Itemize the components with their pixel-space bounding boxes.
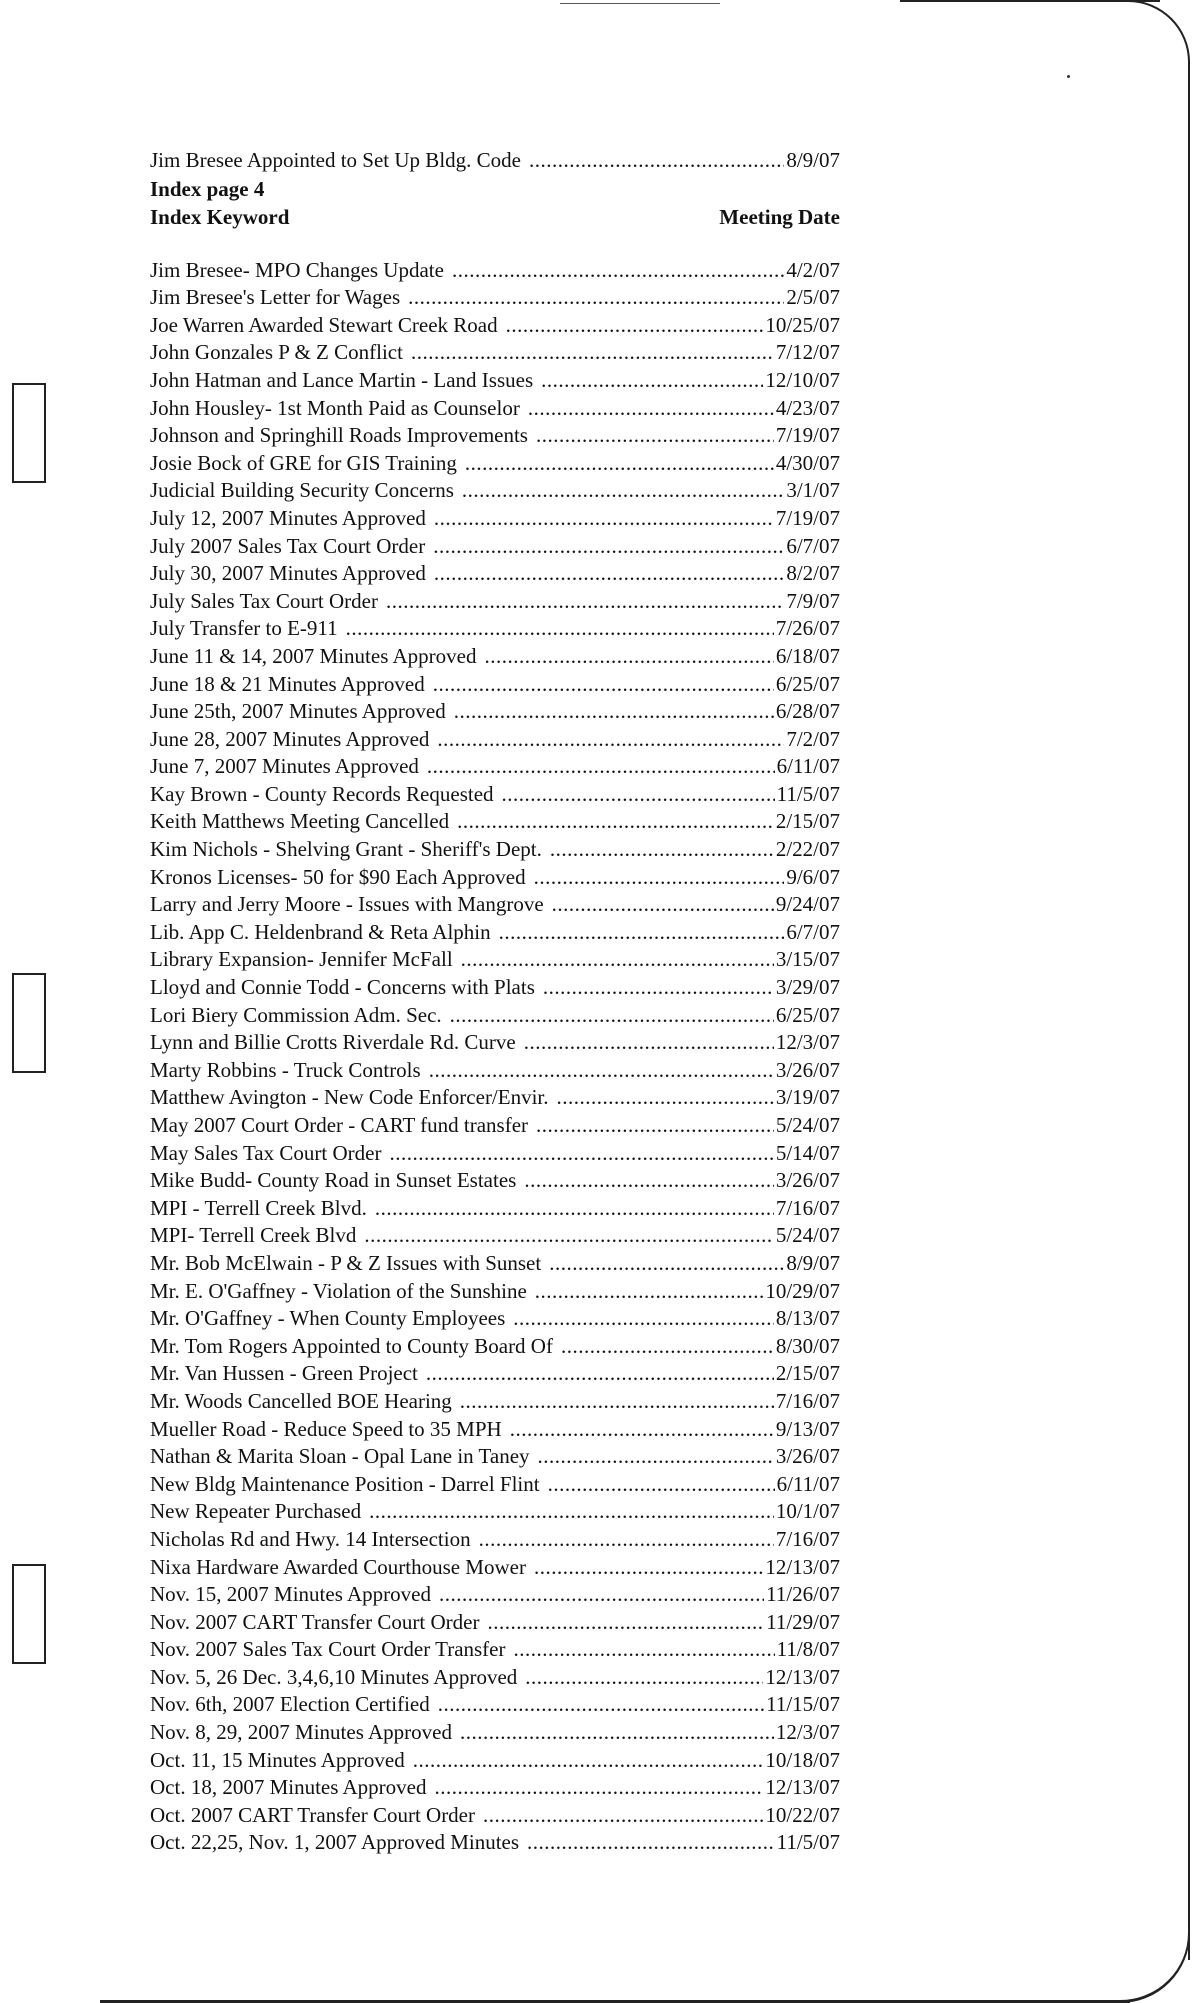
dot-leader [541, 367, 763, 395]
entry-keyword: June 11 & 14, 2007 Minutes Approved [150, 643, 477, 668]
dot-leader [525, 1664, 763, 1692]
entry-date: 12/3/07 [775, 1030, 840, 1055]
dot-leader [534, 1554, 763, 1582]
binder-hole [12, 1564, 46, 1664]
index-entry [150, 1416, 840, 1444]
index-entry [150, 1609, 840, 1637]
entry-keyword: Mr. Bob McElwain - P & Z Issues with Sunset [150, 1250, 542, 1275]
dot-leader [524, 1167, 774, 1195]
dot-leader [557, 1084, 774, 1112]
index-entry [150, 615, 840, 643]
entry-date: 11/26/07 [766, 1582, 840, 1607]
index-entry [150, 1140, 840, 1168]
index-entry [150, 1057, 840, 1085]
entry-keyword: Kay Brown - County Records Requested [150, 781, 494, 806]
page-corner-bottom-right [1120, 1933, 1190, 2003]
dot-leader [506, 312, 764, 340]
dot-leader [549, 1250, 784, 1278]
keyword-column-header: Index Keyword [150, 204, 290, 229]
entry-date: 11/8/07 [776, 1637, 840, 1662]
index-entry [150, 836, 840, 864]
index-entry [150, 1222, 840, 1250]
dot-leader [561, 1333, 774, 1361]
entry-date: 3/29/07 [775, 975, 840, 1000]
entry-date: 6/25/07 [775, 1002, 840, 1027]
index-entry [150, 1250, 840, 1278]
entry-keyword: Library Expansion- Jennifer McFall [150, 947, 453, 972]
entry-keyword: Mr. E. O'Gaffney - Violation of the Sunshine [150, 1278, 527, 1303]
dot-leader [413, 1747, 764, 1775]
index-entry [150, 698, 840, 726]
entry-date: 11/5/07 [776, 1830, 840, 1855]
entry-keyword: May Sales Tax Court Order [150, 1140, 382, 1165]
entry-date: 10/18/07 [765, 1747, 840, 1772]
entry-date: 6/7/07 [786, 533, 840, 558]
entry-keyword: Lib. App C. Heldenbrand & Reta Alphin [150, 919, 491, 944]
entry-keyword: Nov. 2007 Sales Tax Court Order Transfer [150, 1637, 506, 1662]
entry-keyword: Mueller Road - Reduce Speed to 35 MPH [150, 1416, 502, 1441]
index-entry [150, 1664, 840, 1692]
page-edge-right [1188, 60, 1190, 1960]
entry-keyword: Larry and Jerry Moore - Issues with Mangrove [150, 892, 544, 917]
index-entry [150, 450, 840, 478]
index-entry [150, 1029, 840, 1057]
index-entry [150, 1167, 840, 1195]
dot-leader [487, 1609, 764, 1637]
entry-date: 3/26/07 [775, 1168, 840, 1193]
entry-keyword: July 12, 2007 Minutes Approved [150, 505, 426, 530]
entry-date: 4/30/07 [775, 450, 840, 475]
entry-date: 2/5/07 [786, 285, 840, 310]
entry-keyword: Jim Bresee Appointed to Set Up Bldg. Code [150, 148, 521, 172]
entry-date: 7/26/07 [775, 616, 840, 641]
dot-leader [499, 919, 785, 947]
entry-date: 8/9/07 [786, 1250, 840, 1275]
entry-date: 8/9/07 [786, 148, 840, 172]
dot-leader [452, 257, 784, 285]
entry-date: 4/2/07 [786, 257, 840, 282]
entry-keyword: Mike Budd- County Road in Sunset Estates [150, 1168, 517, 1193]
entry-keyword: Oct. 2007 CART Transfer Court Order [150, 1802, 475, 1827]
entry-date: 7/19/07 [775, 423, 840, 448]
dot-leader [510, 1416, 774, 1444]
index-entry [150, 671, 840, 699]
entry-keyword: Lynn and Billie Crotts Riverdale Rd. Curve [150, 1030, 516, 1055]
entry-date: 12/3/07 [775, 1720, 840, 1745]
entry-date: 9/13/07 [775, 1416, 840, 1441]
entry-keyword: Nixa Hardware Awarded Courthouse Mower [150, 1554, 526, 1579]
dot-leader [439, 1581, 764, 1609]
index-entry [150, 312, 840, 340]
entry-keyword: July Transfer to E-911 [150, 616, 338, 641]
index-entry [150, 422, 840, 450]
entry-date: 12/13/07 [765, 1775, 840, 1800]
dot-leader [434, 560, 784, 588]
index-entry [150, 1471, 840, 1499]
dot-leader [524, 1029, 774, 1057]
dot-leader [534, 864, 785, 892]
entry-keyword: Oct. 18, 2007 Minutes Approved [150, 1775, 427, 1800]
entry-date: 12/10/07 [765, 367, 840, 392]
entry-keyword: May 2007 Court Order - CART fund transfer [150, 1113, 529, 1137]
index-entry [150, 477, 840, 505]
index-entry [150, 919, 840, 947]
dot-leader [543, 974, 774, 1002]
entry-keyword: John Hatman and Lance Martin - Land Issues [150, 367, 534, 392]
index-entry [150, 1747, 840, 1775]
entry-date: 10/25/07 [765, 312, 840, 337]
dot-leader [364, 1222, 773, 1250]
index-entry [150, 1719, 840, 1747]
dot-leader [465, 450, 774, 478]
entry-keyword: Judicial Building Security Concerns [150, 478, 454, 503]
index-entry [150, 367, 840, 395]
index-entry [150, 1305, 840, 1333]
dot-leader [433, 671, 774, 699]
index-entry [150, 1526, 840, 1554]
entry-keyword: John Gonzales P & Z Conflict [150, 340, 403, 365]
entry-keyword: MPI - Terrell Creek Blvd. [150, 1195, 367, 1220]
index-entry [150, 864, 840, 892]
index-entry [150, 643, 840, 671]
entry-keyword: Nov. 15, 2007 Minutes Approved [150, 1582, 431, 1607]
entry-date: 7/19/07 [775, 505, 840, 530]
entry-keyword: Nov. 2007 CART Transfer Court Order [150, 1609, 480, 1634]
index-entry [150, 1554, 840, 1582]
entry-keyword: Mr. O'Gaffney - When County Employees [150, 1306, 506, 1331]
entry-keyword: Lloyd and Connie Todd - Concerns with Plats [150, 975, 535, 1000]
dot-leader [460, 1719, 774, 1747]
index-entry [150, 808, 840, 836]
dot-leader [502, 781, 775, 809]
dot-leader [346, 615, 774, 643]
entry-keyword: Jim Bresee- MPO Changes Update [150, 257, 444, 282]
entry-keyword: July Sales Tax Court Order [150, 588, 378, 613]
entry-date: 3/15/07 [775, 947, 840, 972]
index-page [150, 147, 840, 1857]
index-entry [150, 284, 840, 312]
entry-date: 9/6/07 [786, 864, 840, 889]
dot-leader [426, 1360, 774, 1388]
entry-keyword: Nov. 5, 26 Dec. 3,4,6,10 Minutes Approved [150, 1664, 518, 1689]
entry-date: 6/25/07 [775, 671, 840, 696]
dot-leader [411, 339, 774, 367]
entry-date: 11/29/07 [766, 1609, 840, 1634]
index-entry [150, 1774, 840, 1802]
entry-keyword: New Bldg Maintenance Position - Darrel Flint [150, 1471, 540, 1496]
dot-leader [408, 284, 784, 312]
entry-date: 8/30/07 [775, 1333, 840, 1358]
dot-leader [437, 726, 784, 754]
index-entry [150, 533, 840, 561]
entry-keyword: Josie Bock of GRE for GIS Training [150, 450, 457, 475]
entry-date: 6/7/07 [786, 919, 840, 944]
entry-date: 3/19/07 [775, 1085, 840, 1110]
entry-keyword: Jim Bresee's Letter for Wages [150, 285, 401, 310]
entry-date: 12/13/07 [765, 1664, 840, 1689]
entry-keyword: Johnson and Springhill Roads Improvements [150, 423, 528, 448]
dot-leader [548, 1471, 775, 1499]
index-entry [150, 1195, 840, 1223]
dot-leader [528, 395, 774, 423]
entry-date: 10/1/07 [775, 1499, 840, 1524]
entry-date: 2/22/07 [775, 837, 840, 862]
index-entry [150, 588, 840, 616]
entry-date: 6/18/07 [775, 643, 840, 668]
index-entry [150, 505, 840, 533]
entry-keyword: MPI- Terrell Creek Blvd [150, 1223, 357, 1248]
index-entry [150, 1333, 840, 1361]
entry-keyword: July 30, 2007 Minutes Approved [150, 561, 426, 586]
dot-leader [438, 1691, 764, 1719]
dot-leader [536, 422, 774, 450]
dot-leader [386, 588, 784, 616]
entry-date: 11/5/07 [776, 781, 840, 806]
entry-keyword: John Housley- 1st Month Paid as Counselor [150, 395, 520, 420]
dot-leader [434, 505, 774, 533]
binder-hole [12, 973, 46, 1073]
entry-keyword: July 2007 Sales Tax Court Order [150, 533, 426, 558]
dot-leader [389, 1140, 773, 1168]
dot-leader [429, 1057, 774, 1085]
entry-date: 7/12/07 [775, 340, 840, 365]
index-entry [150, 1498, 840, 1526]
entry-keyword: Oct. 11, 15 Minutes Approved [150, 1747, 405, 1772]
entry-keyword: Keith Matthews Meeting Cancelled [150, 809, 450, 834]
dot-leader [552, 891, 774, 919]
dot-leader [457, 808, 774, 836]
index-entry [150, 1581, 840, 1609]
entry-keyword: Mr. Tom Rogers Appointed to County Board Of [150, 1333, 553, 1358]
dot-leader [462, 477, 784, 505]
entry-date: 5/24/07 [775, 1223, 840, 1248]
index-entry [150, 1360, 840, 1388]
scan-mark-top [560, 3, 720, 4]
entry-date: 8/2/07 [786, 561, 840, 586]
spacer [150, 231, 840, 257]
dot-leader [454, 698, 774, 726]
dot-leader [450, 1002, 774, 1030]
dot-leader [375, 1195, 774, 1223]
entry-date: 10/22/07 [765, 1802, 840, 1827]
page-corner-top-right [1120, 0, 1190, 62]
entry-keyword: Kronos Licenses- 50 for $90 Each Approved [150, 864, 526, 889]
entry-date: 6/28/07 [775, 699, 840, 724]
entry-date: 9/24/07 [775, 892, 840, 917]
index-entry [150, 726, 840, 754]
index-entry [150, 1802, 840, 1830]
index-entry [150, 339, 840, 367]
index-entry [150, 1443, 840, 1471]
top-entry [150, 147, 840, 175]
entry-keyword: Mr. Woods Cancelled BOE Hearing [150, 1388, 452, 1413]
entry-keyword: June 25th, 2007 Minutes Approved [150, 699, 446, 724]
index-entry [150, 257, 840, 285]
entry-date: 7/2/07 [786, 726, 840, 751]
entry-date: 6/11/07 [776, 754, 840, 779]
index-entry [150, 753, 840, 781]
dot-leader [433, 533, 784, 561]
date-column-header: Meeting Date [719, 204, 840, 229]
entry-keyword: Marty Robbins - Truck Controls [150, 1057, 421, 1082]
index-entry [150, 974, 840, 1002]
index-entry [150, 1636, 840, 1664]
entry-keyword: June 7, 2007 Minutes Approved [150, 754, 419, 779]
index-entry [150, 1084, 840, 1112]
index-entry [150, 395, 840, 423]
entry-date: 2/15/07 [775, 809, 840, 834]
index-entry [150, 1278, 840, 1306]
entry-date: 12/13/07 [765, 1554, 840, 1579]
entry-keyword: Nov. 8, 29, 2007 Minutes Approved [150, 1720, 452, 1745]
dot-leader [529, 147, 784, 175]
entry-keyword: Matthew Avington - New Code Enforcer/Envir. [150, 1085, 549, 1110]
dot-leader [513, 1305, 774, 1333]
entry-date: 8/13/07 [775, 1306, 840, 1331]
index-entry [150, 891, 840, 919]
entry-date: 7/16/07 [775, 1526, 840, 1551]
index-entry [150, 1112, 840, 1140]
entry-date: 5/24/07 [775, 1113, 840, 1137]
index-entry [150, 946, 840, 974]
entry-date: 3/1/07 [786, 478, 840, 503]
entry-keyword: Lori Biery Commission Adm. Sec. [150, 1002, 442, 1027]
dot-leader [550, 836, 774, 864]
dot-leader [479, 1526, 774, 1554]
entry-keyword: Nov. 6th, 2007 Election Certified [150, 1692, 430, 1717]
dot-leader [427, 753, 775, 781]
entry-date: 3/26/07 [775, 1444, 840, 1469]
entry-keyword: Mr. Van Hussen - Green Project [150, 1361, 418, 1386]
entry-date: 7/9/07 [786, 588, 840, 613]
dot-leader [514, 1636, 775, 1664]
dot-leader [484, 643, 773, 671]
dot-leader [434, 1774, 763, 1802]
index-entry [150, 1691, 840, 1719]
entry-date: 2/15/07 [775, 1361, 840, 1386]
dot-leader [538, 1443, 774, 1471]
index-entries [150, 257, 840, 1857]
entry-keyword: Oct. 22,25, Nov. 1, 2007 Approved Minutes [150, 1830, 520, 1855]
entry-date: 7/16/07 [775, 1195, 840, 1220]
dot-leader [369, 1498, 774, 1526]
dot-leader [527, 1829, 775, 1857]
index-entry [150, 781, 840, 809]
page-label: Index page 4 [150, 176, 265, 201]
entry-date: 3/26/07 [775, 1057, 840, 1082]
entry-date: 10/29/07 [765, 1278, 840, 1303]
entry-date: 11/15/07 [766, 1692, 840, 1717]
scan-speck [1067, 75, 1070, 78]
index-entry [150, 1829, 840, 1857]
index-entry [150, 560, 840, 588]
entry-keyword: June 28, 2007 Minutes Approved [150, 726, 430, 751]
dot-leader [460, 1388, 774, 1416]
entry-keyword: June 18 & 21 Minutes Approved [150, 671, 425, 696]
entry-keyword: Joe Warren Awarded Stewart Creek Road [150, 312, 498, 337]
dot-leader [483, 1802, 763, 1830]
dot-leader [536, 1112, 774, 1140]
dot-leader [461, 946, 774, 974]
entry-keyword: Kim Nichols - Shelving Grant - Sheriff's Dept. [150, 837, 542, 862]
entry-date: 4/23/07 [775, 395, 840, 420]
entry-keyword: New Repeater Purchased [150, 1499, 362, 1524]
entry-keyword: Nicholas Rd and Hwy. 14 Intersection [150, 1526, 471, 1551]
column-headers [150, 203, 840, 231]
index-entry [150, 1002, 840, 1030]
dot-leader [535, 1278, 764, 1306]
entry-date: 5/14/07 [775, 1140, 840, 1165]
entry-date: 6/11/07 [776, 1471, 840, 1496]
entry-date: 7/16/07 [775, 1388, 840, 1413]
entry-keyword: Nathan & Marita Sloan - Opal Lane in Taney [150, 1444, 530, 1469]
index-entry [150, 1388, 840, 1416]
binder-hole [12, 383, 46, 483]
